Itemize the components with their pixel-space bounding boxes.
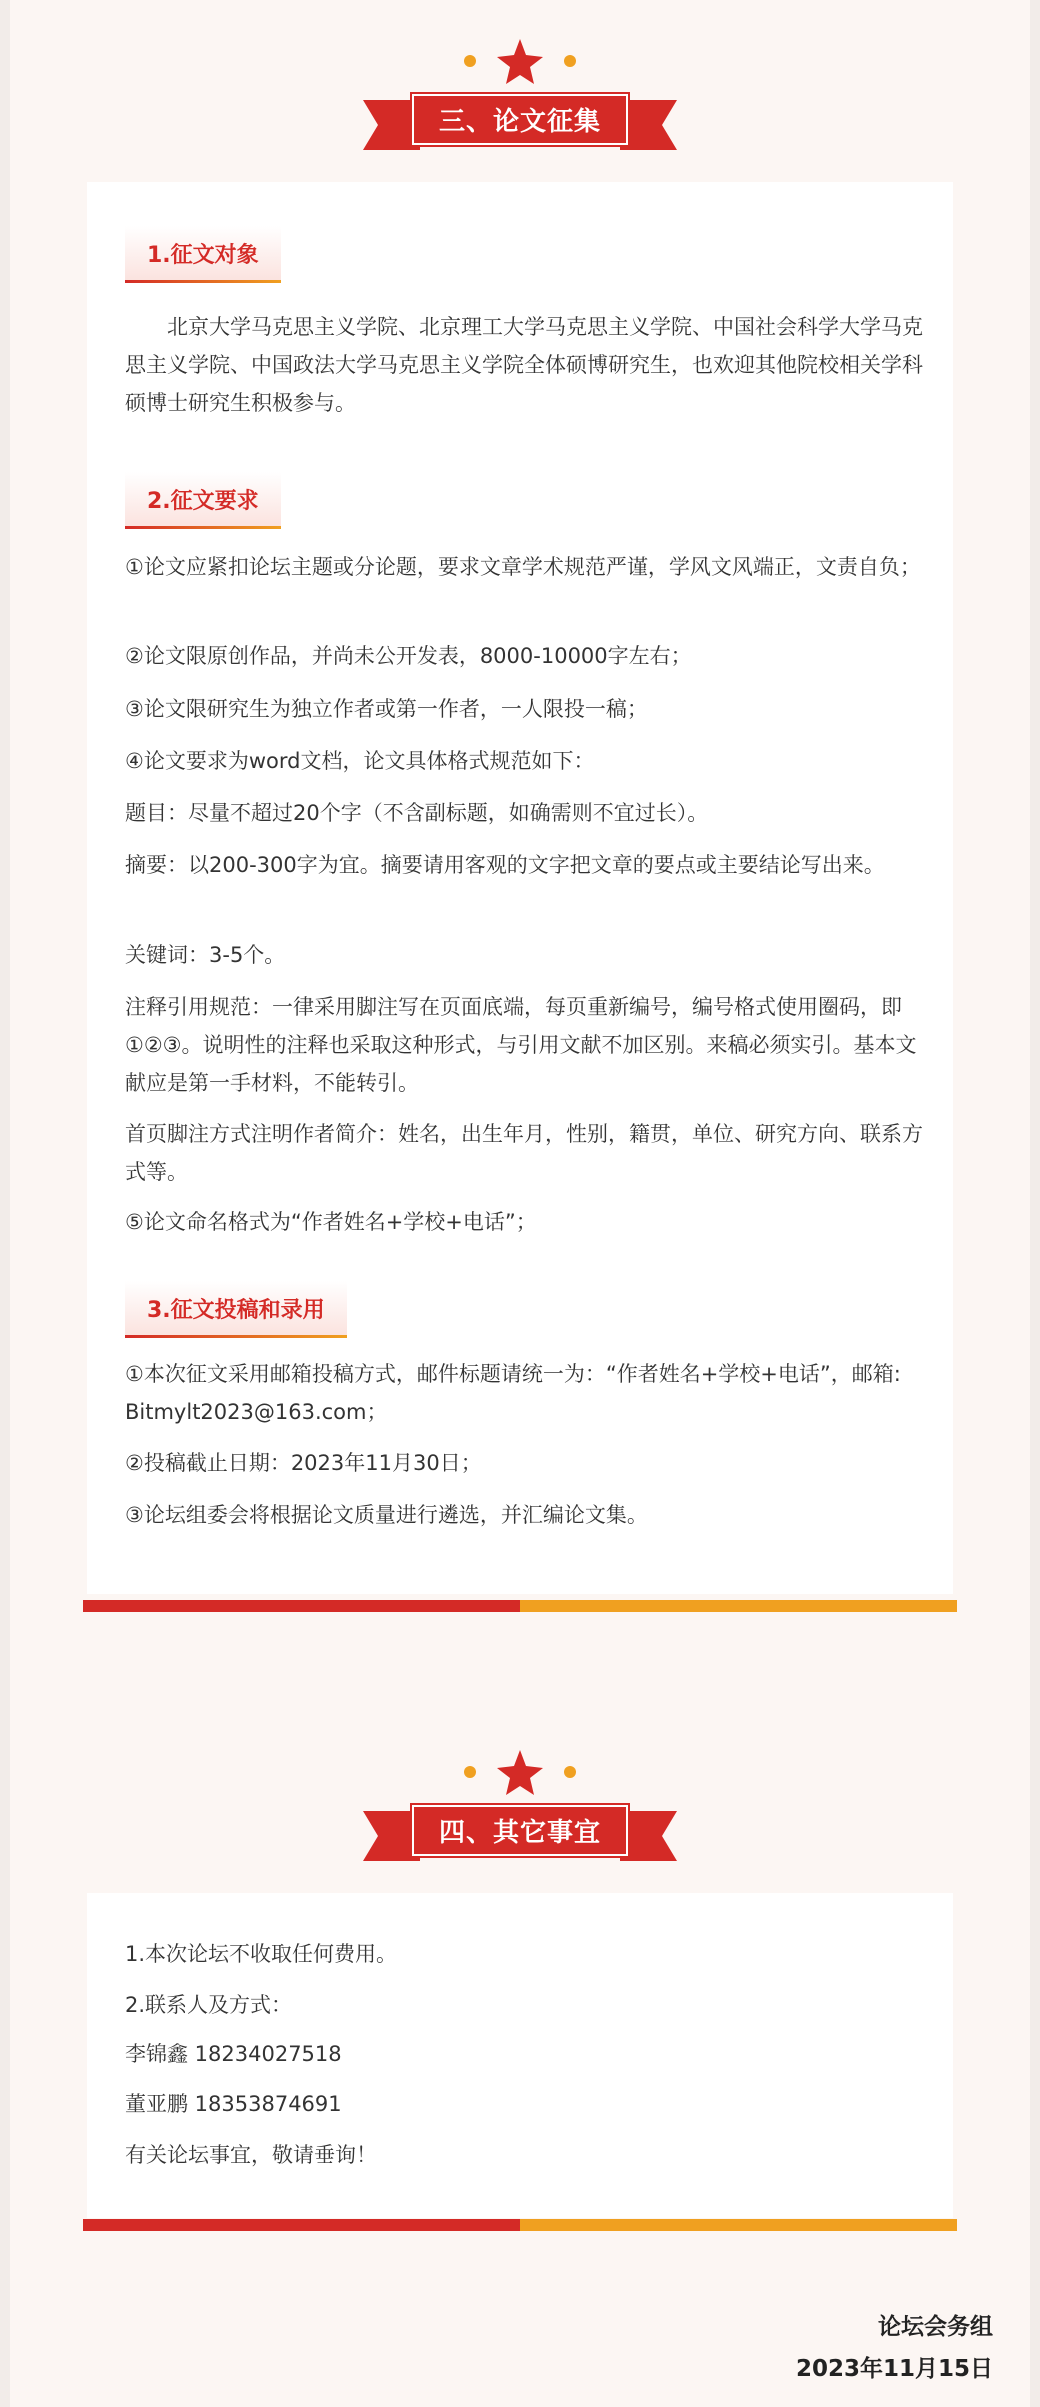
page (10, 0, 1030, 2407)
section3-title: 三、论文征集 (438, 107, 601, 137)
star-icon (497, 1750, 543, 1795)
subheading-2: 2.征文要求 (125, 472, 281, 526)
req-item-1: ①论文应紧扣论坛主题或分论题，要求文章学术规范严谨，学风文风端正，文责自负； (125, 555, 921, 579)
contact-1: 李锦鑫 18234027518 (125, 2042, 342, 2066)
section4-title: 四、其它事宜 (438, 1818, 601, 1848)
req-item-footnotes: 注释引用规范：一律采用脚注写在页面底端，每页重新编号，编号格式使用圈码，即①②③。说明性的注释也采取这种形式，与引用文献不加区别。来稿必须实引。基本文献应是第一手材料，不能转引。 (125, 995, 917, 1095)
dot-left (464, 1766, 476, 1778)
req-item-abstract: 摘要：以200-300字为宜。摘要请用客观的文字把文章的要点或主要结论写出来。 (125, 853, 885, 877)
subheading-1: 1.征文对象 (125, 226, 281, 280)
req-item-2: ②论文限原创作品，并尚未公开发表，8000-10000字左右； (125, 644, 692, 668)
section4-banner (10, 1746, 1030, 1866)
submit-item-2: ②投稿截止日期：2023年11月30日； (125, 1451, 482, 1475)
signature-date: 2023年11月15日 (795, 2356, 993, 2382)
stripe-orange (520, 2219, 957, 2231)
section3-stripe (83, 1600, 957, 1612)
dot-left (464, 55, 476, 67)
other-closing: 有关论坛事宜，敬请垂询！ (125, 2143, 377, 2167)
stripe-red (83, 1600, 520, 1612)
req-item-title: 题目：尽量不超过20个字（不含副标题，如确需则不宜过长）。 (125, 801, 709, 825)
req-item-4: ④论文要求为word文档，论文具体格式规范如下： (125, 749, 595, 773)
dot-right (564, 55, 576, 67)
other-item-1: 1.本次论坛不收取任何费用。 (125, 1942, 398, 1966)
req-item-keywords: 关键词：3-5个。 (125, 943, 286, 967)
req-item-author-bio: 首页脚注方式注明作者简介：姓名，出生年月，性别，籍贯，单位、研究方向、联系方式等。 (125, 1122, 923, 1184)
submit-item-1: ①本次征文采用邮箱投稿方式，邮件标题请统一为：“作者姓名+学校+电话”，邮箱: Bitmylt2023@163.com； (125, 1362, 901, 1424)
section3-banner (10, 35, 1030, 155)
stripe-red (83, 2219, 520, 2231)
star-icon (497, 39, 543, 84)
dot-right (564, 1766, 576, 1778)
submit-item-3: ③论坛组委会将根据论文质量进行遴选，并汇编论文集。 (125, 1503, 648, 1527)
signature-org: 论坛会务组 (878, 2314, 993, 2340)
subheading-3: 3.征文投稿和录用 (125, 1281, 347, 1335)
req-item-5: ⑤论文命名格式为“作者姓名+学校+电话”； (125, 1210, 537, 1234)
stripe-orange (520, 1600, 957, 1612)
other-item-2: 2.联系人及方式： (125, 1993, 293, 2017)
req-item-3: ③论文限研究生为独立作者或第一作者，一人限投一稿； (125, 697, 648, 721)
section4-stripe (83, 2219, 957, 2231)
contact-2: 董亚鹏 18353874691 (125, 2092, 342, 2116)
paragraph-participants: 北京大学马克思主义学院、北京理工大学马克思主义学院、中国社会科学大学马克思主义学院、中国政法大学马克思主义学院全体硕博研究生，也欢迎其他院校相关学科硕博士研究生积极参与。 (125, 315, 923, 415)
